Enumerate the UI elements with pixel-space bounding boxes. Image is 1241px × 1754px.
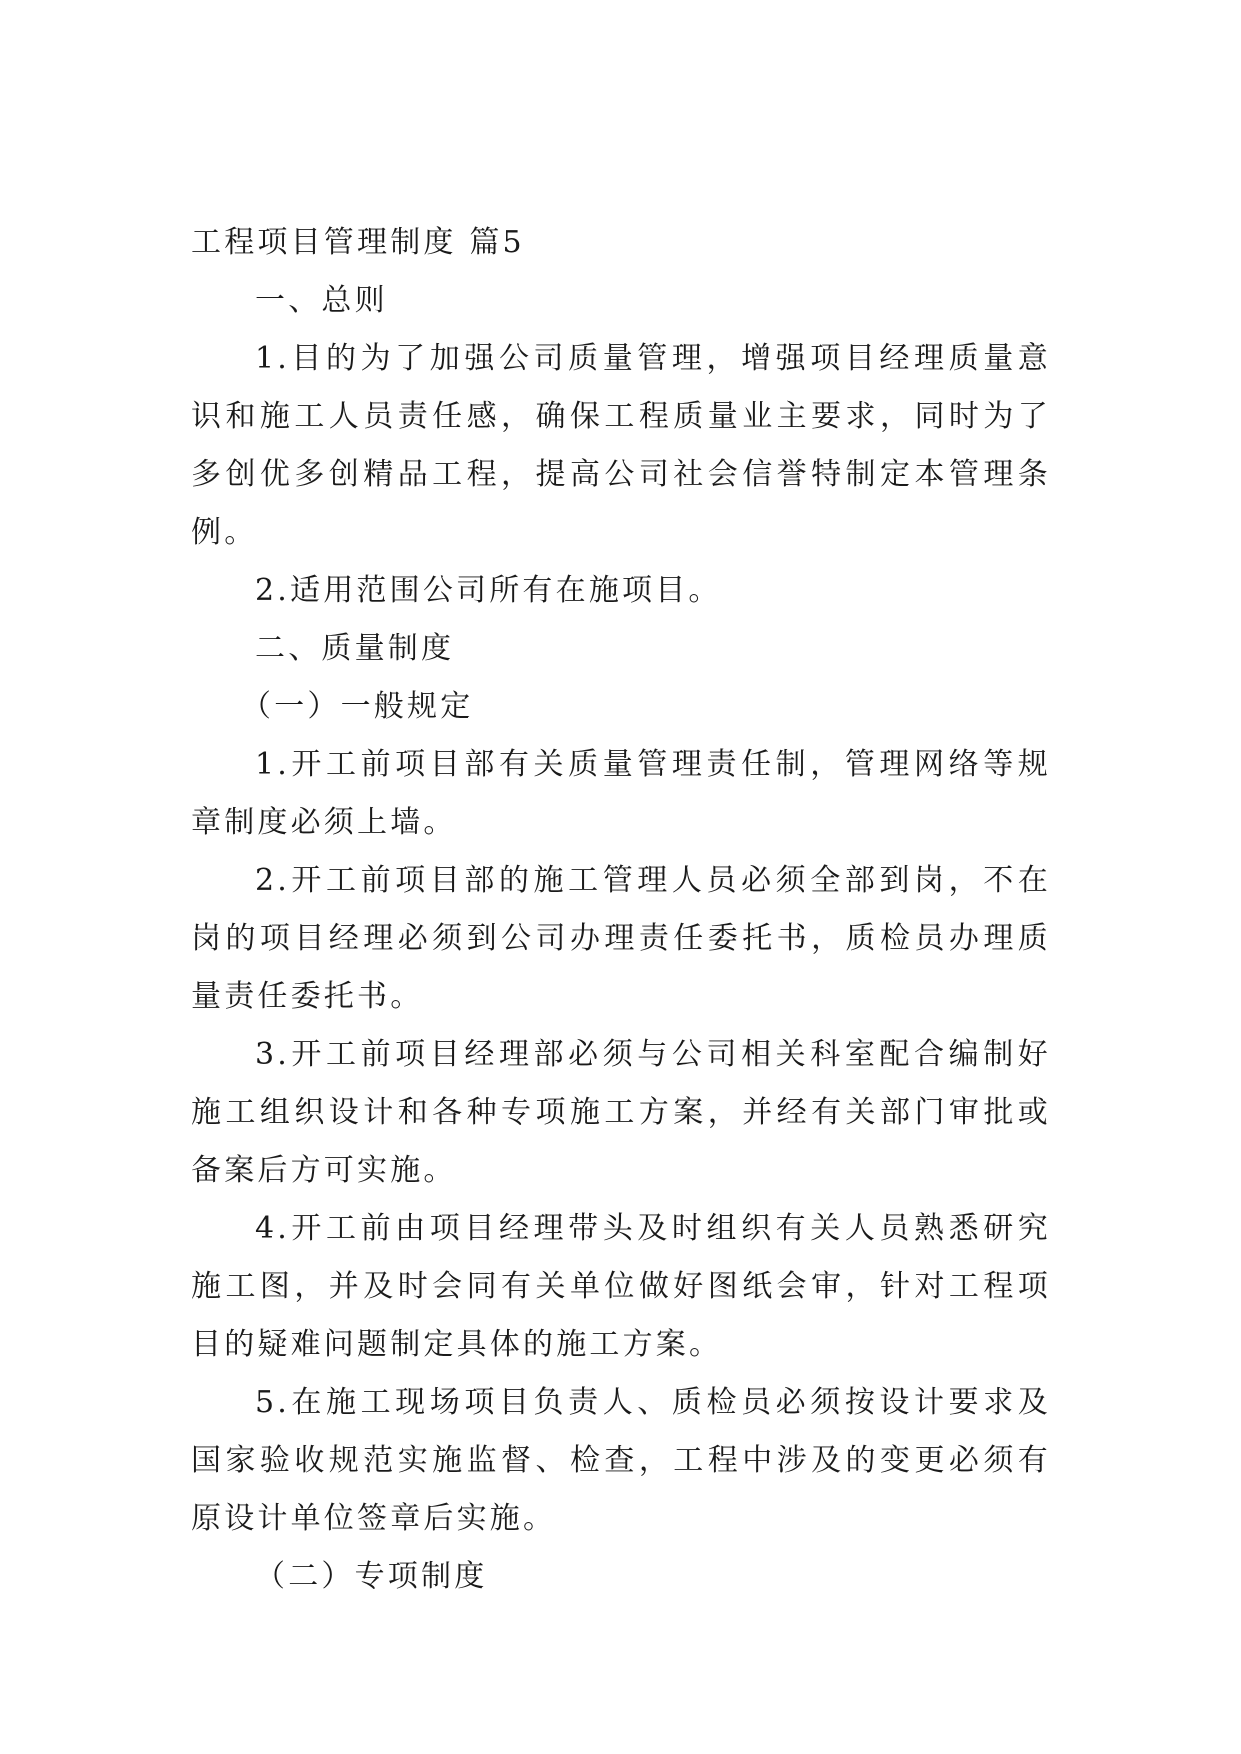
section-heading-general: 一、总则 [255, 283, 388, 318]
subsection-heading-general-rules: （一）一般规定 [241, 689, 474, 724]
paragraph-rule-3: 3.开工前项目经理部必须与公司相关科室配合编制好施工组织设计和各种专项施工方案，并经有关部门审批或备案后方可实施。 [191, 1037, 1051, 1188]
paragraph-purpose: 1.目的为了加强公司质量管理，增强项目经理质量意识和施工人员责任感，确保工程质量业主要求，同时为了多创优多创精品工程，提高公司社会信誉特制定本管理条例。 [191, 341, 1051, 550]
document-body [191, 214, 1051, 1606]
document-title: 工程项目管理制度 篇5 [191, 225, 525, 260]
paragraph-rule-5: 5.在施工现场项目负责人、质检员必须按设计要求及国家验收规范实施监督、检查，工程中涉及的变更必须有原设计单位签章后实施。 [191, 1385, 1051, 1536]
subsection-heading-special-rules: （二）专项制度 [255, 1559, 488, 1594]
paragraph-rule-2: 2.开工前项目部的施工管理人员必须全部到岗，不在岗的项目经理必须到公司办理责任委托书，质检员办理质量责任委托书。 [191, 863, 1051, 1014]
section-heading-quality: 二、质量制度 [255, 631, 455, 666]
paragraph-rule-1: 1.开工前项目部有关质量管理责任制，管理网络等规章制度必须上墙。 [191, 747, 1051, 840]
paragraph-scope: 2.适用范围公司所有在施项目。 [255, 573, 722, 608]
paragraph-rule-4: 4.开工前由项目经理带头及时组织有关人员熟悉研究施工图，并及时会同有关单位做好图纸会审，针对工程项目的疑难问题制定具体的施工方案。 [191, 1211, 1051, 1362]
